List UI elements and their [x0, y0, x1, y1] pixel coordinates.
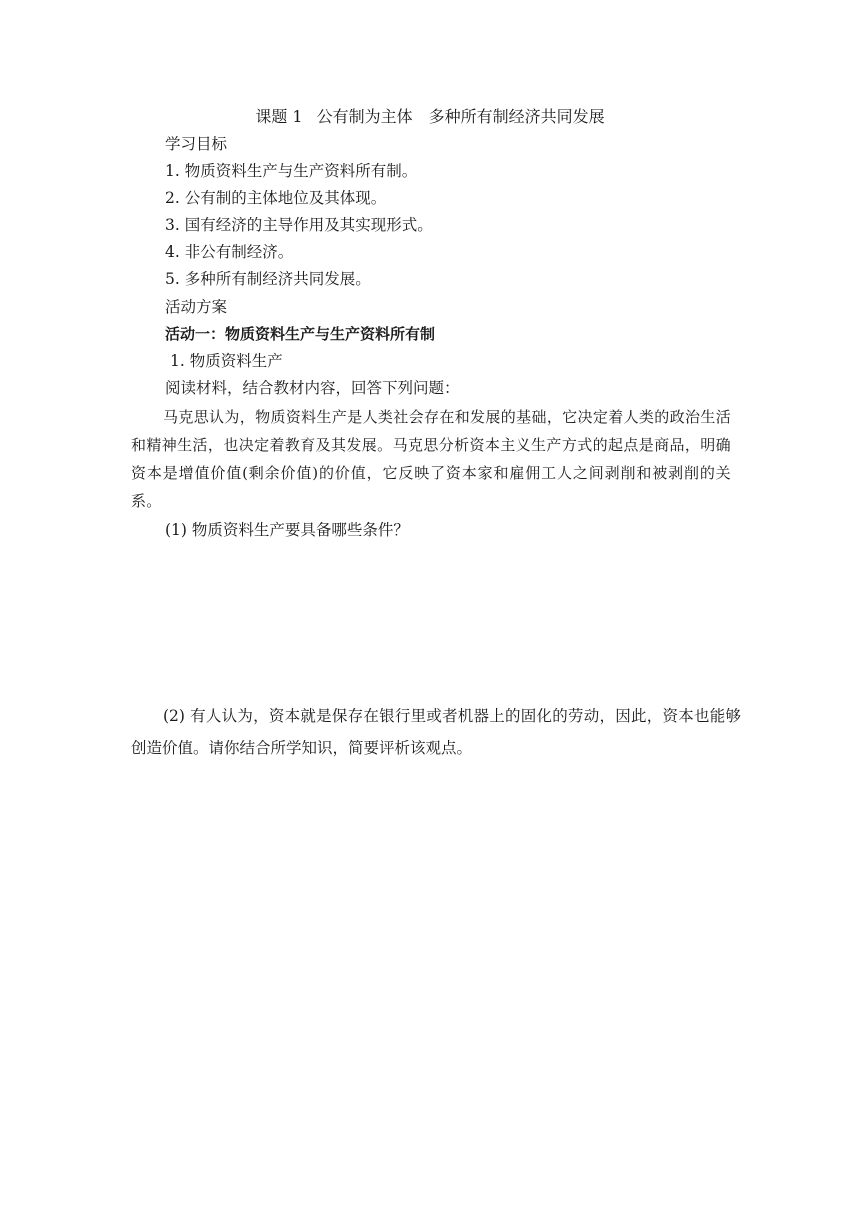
question-2: (2) 有人认为，资本就是保存在银行里或者机器上的固化的劳动，因此，资本也能够创造价值。请你结合所学知识，简要评析该观点。: [131, 707, 741, 757]
objective-item: 1. 物质资料生产与生产资料所有制。: [165, 162, 418, 180]
reading-material: 马克思认为，物质资料生产是人类社会存在和发展的基础，它决定着人类的政治生活和精神生活，也决定着教育及其发展。马克思分析资本主义生产方式的起点是商品，明确资本是增值价值(剩余价值)的价值，它反映了资本家和雇佣工人之间剥削和被剥削的关系。: [131, 408, 731, 510]
objective-item: 5. 多种所有制经济共同发展。: [165, 270, 371, 288]
activity-heading: 活动方案: [165, 298, 228, 316]
question-1: (1) 物质资料生产要具备哪些条件？: [165, 521, 409, 539]
title-lesson-name: 公有制为主体 多种所有制经济共同发展: [316, 107, 605, 126]
page-title: [0, 106, 860, 128]
objective-item: 3. 国有经济的主导作用及其实现形式。: [165, 216, 433, 234]
activity-one-title: 活动一：物质资料生产与生产资料所有制: [165, 325, 436, 343]
sub-heading: 1. 物质资料生产: [170, 352, 283, 370]
objective-item: 4. 非公有制经济。: [165, 243, 294, 261]
title-lesson-number: 课题 1: [255, 107, 303, 126]
instruction-text: 阅读材料，结合教材内容，回答下列问题：: [165, 379, 460, 397]
objectives-heading: 学习目标: [165, 135, 228, 153]
objective-item: 2. 公有制的主体地位及其体现。: [165, 189, 387, 207]
